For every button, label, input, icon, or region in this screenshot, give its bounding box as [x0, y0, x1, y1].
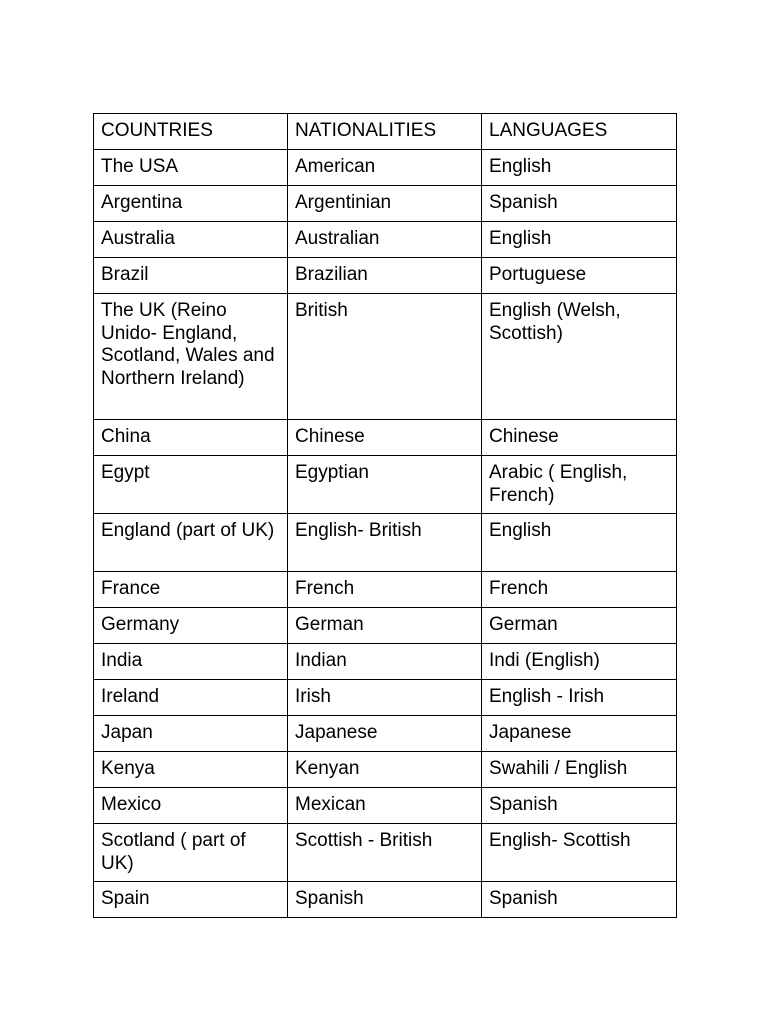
nationality-cell: British: [288, 294, 482, 420]
nationality-cell: Indian: [288, 644, 482, 680]
nationality-cell: Scottish - British: [288, 824, 482, 882]
table-row: [94, 716, 677, 752]
country-cell: Japan: [94, 716, 288, 752]
table-row: [94, 150, 677, 186]
nationality-cell: Japanese: [288, 716, 482, 752]
table-row: [94, 456, 677, 514]
table-row: [94, 258, 677, 294]
country-cell: Egypt: [94, 456, 288, 514]
country-cell: Ireland: [94, 680, 288, 716]
language-cell: English: [482, 514, 677, 572]
table-row: [94, 186, 677, 222]
table-row: [94, 572, 677, 608]
language-cell: French: [482, 572, 677, 608]
country-cell: Australia: [94, 222, 288, 258]
country-cell: China: [94, 420, 288, 456]
nationality-cell: Egyptian: [288, 456, 482, 514]
country-cell: The USA: [94, 150, 288, 186]
nationality-cell: English- British: [288, 514, 482, 572]
country-cell: Germany: [94, 608, 288, 644]
header-nationalities: NATIONALITIES: [288, 114, 482, 150]
header-languages: LANGUAGES: [482, 114, 677, 150]
table-row: [94, 680, 677, 716]
table-row: [94, 752, 677, 788]
nationality-cell: Kenyan: [288, 752, 482, 788]
table-header-row: [94, 114, 677, 150]
language-cell: Spanish: [482, 186, 677, 222]
language-cell: Swahili / English: [482, 752, 677, 788]
table-row: [94, 882, 677, 918]
language-cell: Japanese: [482, 716, 677, 752]
language-cell: English: [482, 150, 677, 186]
table-row: [94, 824, 677, 882]
language-cell: Indi (English): [482, 644, 677, 680]
country-cell: Argentina: [94, 186, 288, 222]
language-cell: Chinese: [482, 420, 677, 456]
language-cell: English - Irish: [482, 680, 677, 716]
country-cell: Kenya: [94, 752, 288, 788]
country-cell: Scotland ( part of UK): [94, 824, 288, 882]
nationality-cell: Australian: [288, 222, 482, 258]
table-row: [94, 788, 677, 824]
country-cell: France: [94, 572, 288, 608]
table-row: [94, 644, 677, 680]
language-cell: English (Welsh, Scottish): [482, 294, 677, 420]
table-row: [94, 222, 677, 258]
table-row: [94, 608, 677, 644]
countries-table: [93, 113, 677, 918]
country-cell: India: [94, 644, 288, 680]
table-row: [94, 420, 677, 456]
language-cell: Arabic ( English, French): [482, 456, 677, 514]
table-row: [94, 294, 677, 420]
language-cell: Spanish: [482, 882, 677, 918]
nationality-cell: Argentinian: [288, 186, 482, 222]
nationality-cell: Spanish: [288, 882, 482, 918]
nationality-cell: American: [288, 150, 482, 186]
language-cell: English- Scottish: [482, 824, 677, 882]
header-countries: COUNTRIES: [94, 114, 288, 150]
nationality-cell: French: [288, 572, 482, 608]
nationality-cell: Brazilian: [288, 258, 482, 294]
language-cell: Portuguese: [482, 258, 677, 294]
nationality-cell: Mexican: [288, 788, 482, 824]
language-cell: German: [482, 608, 677, 644]
nationality-cell: Chinese: [288, 420, 482, 456]
country-cell: Spain: [94, 882, 288, 918]
table-row: [94, 514, 677, 572]
country-cell: England (part of UK): [94, 514, 288, 572]
language-cell: Spanish: [482, 788, 677, 824]
country-cell: The UK (Reino Unido- England, Scotland, Wales and Northern Ireland): [94, 294, 288, 420]
language-cell: English: [482, 222, 677, 258]
country-cell: Brazil: [94, 258, 288, 294]
nationality-cell: German: [288, 608, 482, 644]
nationality-cell: Irish: [288, 680, 482, 716]
country-cell: Mexico: [94, 788, 288, 824]
